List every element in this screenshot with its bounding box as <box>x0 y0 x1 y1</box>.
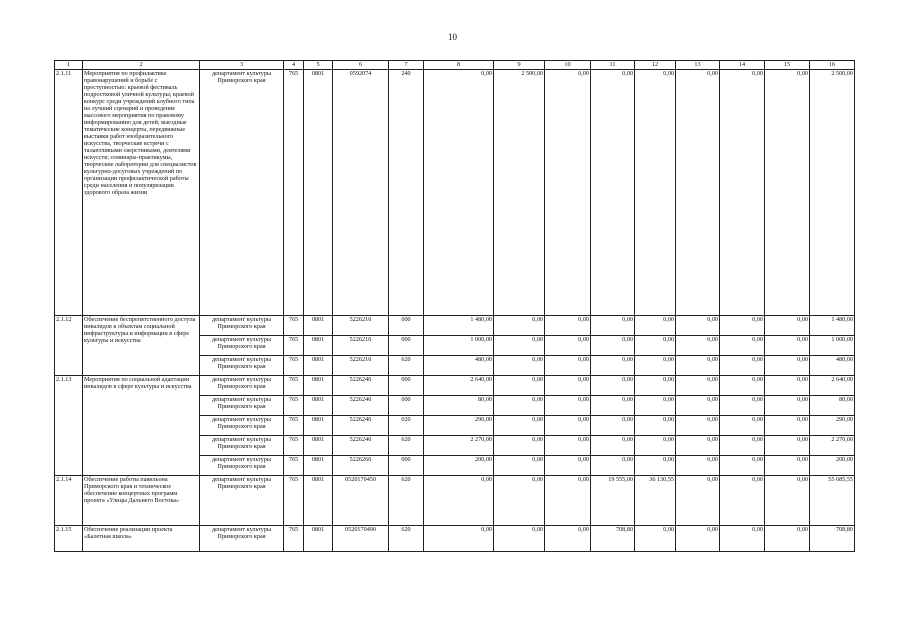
row-number-cell: 2.1.12 <box>55 316 83 376</box>
amount-cell: 0,00 <box>676 70 720 316</box>
amount-cell: 0,00 <box>424 70 494 316</box>
amount-cell: 0,00 <box>591 416 635 436</box>
amount-cell: 200,00 <box>424 456 494 476</box>
code-cell: 765 <box>284 356 304 376</box>
amount-cell: 290,00 <box>810 416 855 436</box>
department-cell: департамент культуры Приморского края <box>200 526 284 552</box>
amount-cell: 0,00 <box>591 336 635 356</box>
amount-cell: 0,00 <box>424 476 494 526</box>
amount-cell: 0,00 <box>494 476 545 526</box>
activity-description-cell: Мероприятия по профилактике правонарушений и борьбе с преступностью: краевой фестиваль подростковой уличной культуры; краевой конкурс среди учреждений клубного типа на лучший сценарий и проведение массового мероприятия по правовому информированию для детей; выездные тематические концерты, передвижные выставки работ изобразительного искусства, творческие встречи с талантливыми сверстниками, деятелями искусств; семинары-практикумы, творческие лаборатории для специалистов культурно-досуговых учреждений по организации профилактической работы среди населения и популяризации здорового образа жизни <box>83 70 200 316</box>
code-cell: 020 <box>389 416 424 436</box>
code-cell: 0801 <box>304 436 333 456</box>
activity-description-cell: Обеспечение реализации проекта «Балетная школа» <box>83 526 200 552</box>
amount-cell: 0,00 <box>494 436 545 456</box>
row-number-cell: 2.1.11 <box>55 70 83 316</box>
amount-cell: 0,00 <box>676 356 720 376</box>
amount-cell: 0,00 <box>545 376 591 396</box>
amount-cell: 0,00 <box>545 436 591 456</box>
code-cell: 765 <box>284 526 304 552</box>
code-cell: 5226240 <box>333 396 389 416</box>
amount-cell: 0,00 <box>494 456 545 476</box>
amount-cell: 708,80 <box>810 526 855 552</box>
row-number-cell: 2.1.14 <box>55 476 83 526</box>
amount-cell: 0,00 <box>545 336 591 356</box>
amount-cell: 0,00 <box>765 70 810 316</box>
code-cell: 0801 <box>304 416 333 436</box>
amount-cell: 2 500,00 <box>494 70 545 316</box>
amount-cell: 1 000,00 <box>810 336 855 356</box>
amount-cell: 0,00 <box>720 456 765 476</box>
amount-cell: 0,00 <box>591 376 635 396</box>
amount-cell: 0,00 <box>494 396 545 416</box>
amount-cell: 0,00 <box>720 356 765 376</box>
table-row <box>55 376 855 396</box>
amount-cell: 2 270,00 <box>810 436 855 456</box>
amount-cell: 0,00 <box>676 476 720 526</box>
column-number: 4 <box>284 61 304 70</box>
amount-cell: 0,00 <box>765 376 810 396</box>
amount-cell: 0,00 <box>720 396 765 416</box>
table-row <box>55 526 855 552</box>
code-cell: 0801 <box>304 356 333 376</box>
row-number-cell: 2.1.15 <box>55 526 83 552</box>
amount-cell: 0,00 <box>720 436 765 456</box>
amount-cell: 480,00 <box>424 356 494 376</box>
amount-cell: 0,00 <box>720 336 765 356</box>
activity-description-cell: Обеспечение работы павильона Приморского края и техническое обеспечение концертных программ проекта «Улицы Дальнего Востока» <box>83 476 200 526</box>
amount-cell: 0,00 <box>494 316 545 336</box>
code-cell: 240 <box>389 70 424 316</box>
amount-cell: 0,00 <box>676 316 720 336</box>
amount-cell: 80,00 <box>424 396 494 416</box>
code-cell: 765 <box>284 436 304 456</box>
amount-cell: 2 640,00 <box>810 376 855 396</box>
activity-description-cell: Мероприятия по социальной адаптации инвалидов в сфере культуры и искусства <box>83 376 200 476</box>
column-number: 10 <box>545 61 591 70</box>
code-cell: 0801 <box>304 526 333 552</box>
amount-cell: 0,00 <box>545 476 591 526</box>
amount-cell: 0,00 <box>676 436 720 456</box>
amount-cell: 0,00 <box>765 356 810 376</box>
amount-cell: 0,00 <box>676 396 720 416</box>
amount-cell: 0,00 <box>765 336 810 356</box>
code-cell: 5226240 <box>333 416 389 436</box>
amount-cell: 0,00 <box>765 416 810 436</box>
column-number: 9 <box>494 61 545 70</box>
amount-cell: 0,00 <box>545 456 591 476</box>
amount-cell: 0,00 <box>765 396 810 416</box>
amount-cell: 0,00 <box>765 436 810 456</box>
amount-cell: 2 270,00 <box>424 436 494 456</box>
code-cell: 0592074 <box>333 70 389 316</box>
department-cell: департамент культуры Приморского края <box>200 356 284 376</box>
code-cell: 5226240 <box>333 376 389 396</box>
amount-cell: 0,00 <box>635 436 676 456</box>
department-cell: департамент культуры Приморского края <box>200 476 284 526</box>
activity-description-cell: Обеспечение беспрепятственного доступа инвалидов к объектам социальной инфраструктуры и информации в сфере культуры и искусства <box>83 316 200 376</box>
code-cell: 0801 <box>304 316 333 336</box>
column-number: 11 <box>591 61 635 70</box>
amount-cell: 0,00 <box>635 316 676 336</box>
amount-cell: 708,80 <box>591 526 635 552</box>
column-number: 15 <box>765 61 810 70</box>
code-cell: 620 <box>389 476 424 526</box>
code-cell: 765 <box>284 396 304 416</box>
column-number: 1 <box>55 61 83 70</box>
code-cell: 0801 <box>304 336 333 356</box>
code-cell: 5226260 <box>333 456 389 476</box>
amount-cell: 1 000,00 <box>424 336 494 356</box>
amount-cell: 0,00 <box>545 70 591 316</box>
amount-cell: 36 130,55 <box>635 476 676 526</box>
column-number: 16 <box>810 61 855 70</box>
amount-cell: 0,00 <box>635 416 676 436</box>
department-cell: департамент культуры Приморского края <box>200 316 284 336</box>
amount-cell: 0,00 <box>545 416 591 436</box>
code-cell: 000 <box>389 316 424 336</box>
row-number-cell: 2.1.13 <box>55 376 83 476</box>
amount-cell: 0,00 <box>635 376 676 396</box>
column-number: 12 <box>635 61 676 70</box>
department-cell: департамент культуры Приморского края <box>200 396 284 416</box>
amount-cell: 0,00 <box>720 476 765 526</box>
amount-cell: 0,00 <box>765 476 810 526</box>
department-cell: департамент культуры Приморского края <box>200 436 284 456</box>
amount-cell: 0,00 <box>635 70 676 316</box>
code-cell: 0520170490 <box>333 526 389 552</box>
amount-cell: 0,00 <box>494 416 545 436</box>
amount-cell: 0,00 <box>676 526 720 552</box>
amount-cell: 55 685,55 <box>810 476 855 526</box>
column-number-row <box>55 61 855 70</box>
amount-cell: 290,00 <box>424 416 494 436</box>
code-cell: 765 <box>284 476 304 526</box>
column-number: 7 <box>389 61 424 70</box>
page-number: 10 <box>448 32 457 42</box>
code-cell: 000 <box>389 376 424 396</box>
amount-cell: 0,00 <box>494 356 545 376</box>
amount-cell: 0,00 <box>676 416 720 436</box>
code-cell: 765 <box>284 416 304 436</box>
amount-cell: 0,00 <box>720 526 765 552</box>
column-number: 3 <box>200 61 284 70</box>
amount-cell: 0,00 <box>545 526 591 552</box>
department-cell: департамент культуры Приморского края <box>200 70 284 316</box>
table-row <box>55 476 855 526</box>
amount-cell: 0,00 <box>494 336 545 356</box>
amount-cell: 0,00 <box>545 356 591 376</box>
amount-cell: 0,00 <box>765 526 810 552</box>
amount-cell: 0,00 <box>591 436 635 456</box>
budget-table <box>54 60 855 552</box>
code-cell: 765 <box>284 316 304 336</box>
code-cell: 620 <box>389 526 424 552</box>
department-cell: департамент культуры Приморского края <box>200 416 284 436</box>
amount-cell: 0,00 <box>635 336 676 356</box>
column-number: 14 <box>720 61 765 70</box>
column-number: 8 <box>424 61 494 70</box>
code-cell: 0801 <box>304 456 333 476</box>
column-number: 6 <box>333 61 389 70</box>
amount-cell: 2 640,00 <box>424 376 494 396</box>
column-number: 13 <box>676 61 720 70</box>
code-cell: 0520170450 <box>333 476 389 526</box>
code-cell: 5226240 <box>333 436 389 456</box>
amount-cell: 0,00 <box>676 336 720 356</box>
amount-cell: 0,00 <box>545 396 591 416</box>
amount-cell: 0,00 <box>591 70 635 316</box>
amount-cell: 0,00 <box>494 526 545 552</box>
amount-cell: 0,00 <box>591 356 635 376</box>
column-number: 2 <box>83 61 200 70</box>
amount-cell: 0,00 <box>765 456 810 476</box>
amount-cell: 0,00 <box>635 526 676 552</box>
amount-cell: 480,00 <box>810 356 855 376</box>
code-cell: 765 <box>284 376 304 396</box>
amount-cell: 200,00 <box>810 456 855 476</box>
code-cell: 5226210 <box>333 336 389 356</box>
amount-cell: 0,00 <box>720 70 765 316</box>
code-cell: 000 <box>389 336 424 356</box>
amount-cell: 0,00 <box>494 376 545 396</box>
amount-cell: 0,00 <box>591 396 635 416</box>
table-row <box>55 70 855 316</box>
code-cell: 0801 <box>304 476 333 526</box>
code-cell: 5226210 <box>333 316 389 336</box>
table-row <box>55 316 855 336</box>
amount-cell: 80,00 <box>810 396 855 416</box>
amount-cell: 0,00 <box>635 456 676 476</box>
amount-cell: 0,00 <box>720 316 765 336</box>
code-cell: 5226210 <box>333 356 389 376</box>
amount-cell: 0,00 <box>635 396 676 416</box>
amount-cell: 0,00 <box>720 416 765 436</box>
amount-cell: 1 480,00 <box>810 316 855 336</box>
code-cell: 000 <box>389 396 424 416</box>
amount-cell: 0,00 <box>545 316 591 336</box>
code-cell: 765 <box>284 456 304 476</box>
department-cell: департамент культуры Приморского края <box>200 336 284 356</box>
code-cell: 620 <box>389 356 424 376</box>
department-cell: департамент культуры Приморского края <box>200 456 284 476</box>
code-cell: 620 <box>389 436 424 456</box>
amount-cell: 0,00 <box>765 316 810 336</box>
code-cell: 765 <box>284 70 304 316</box>
amount-cell: 0,00 <box>676 376 720 396</box>
code-cell: 0801 <box>304 376 333 396</box>
amount-cell: 0,00 <box>676 456 720 476</box>
amount-cell: 0,00 <box>591 456 635 476</box>
code-cell: 000 <box>389 456 424 476</box>
amount-cell: 2 500,00 <box>810 70 855 316</box>
code-cell: 765 <box>284 336 304 356</box>
code-cell: 0801 <box>304 70 333 316</box>
amount-cell: 0,00 <box>720 376 765 396</box>
amount-cell: 1 480,00 <box>424 316 494 336</box>
amount-cell: 0,00 <box>424 526 494 552</box>
department-cell: департамент культуры Приморского края <box>200 376 284 396</box>
amount-cell: 0,00 <box>591 316 635 336</box>
code-cell: 0801 <box>304 396 333 416</box>
amount-cell: 19 555,00 <box>591 476 635 526</box>
column-number: 5 <box>304 61 333 70</box>
amount-cell: 0,00 <box>635 356 676 376</box>
